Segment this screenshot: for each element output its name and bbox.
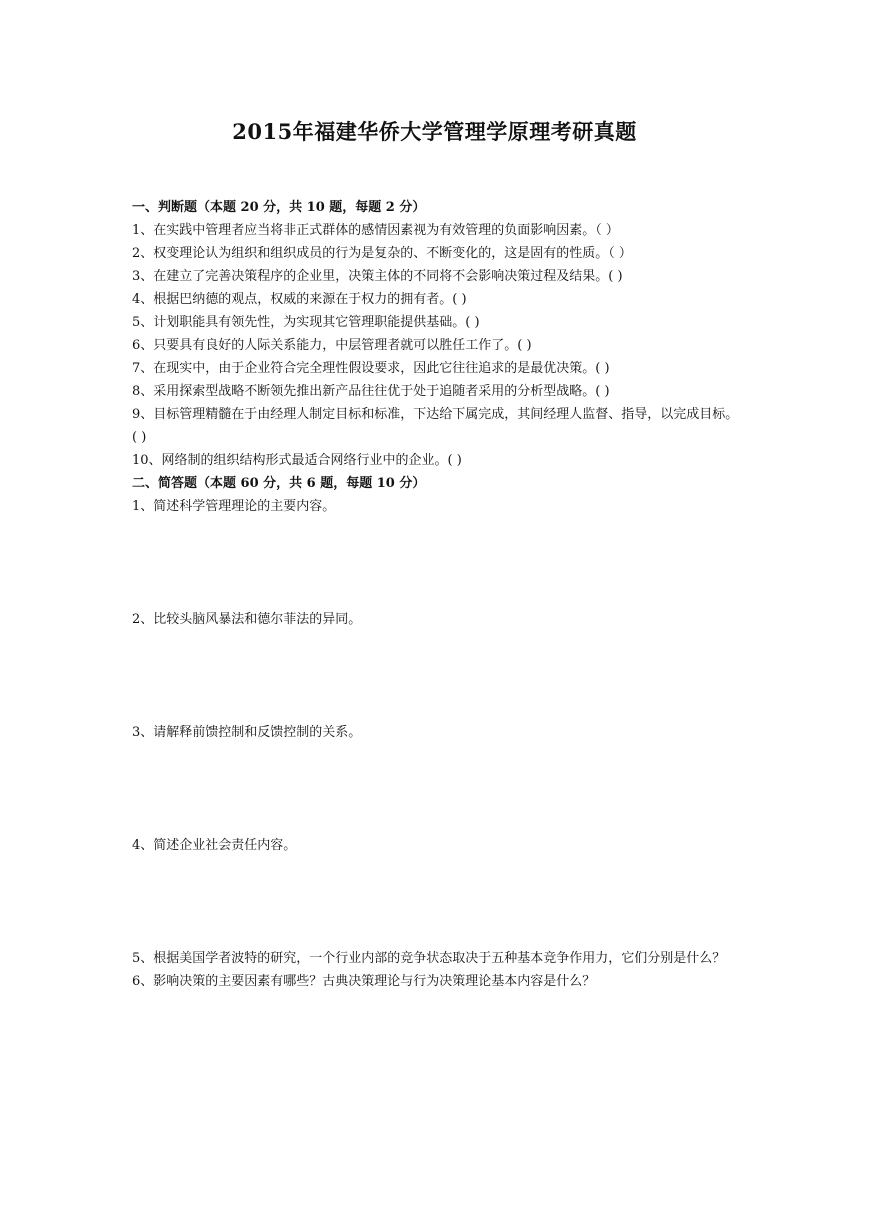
question-1-4: 4、根据巴纳德的观点，权威的来源在于权力的拥有者。( ) xyxy=(132,292,467,307)
question-1-3: 3、在建立了完善决策程序的企业里，决策主体的不同将不会影响决策过程及结果。( ) xyxy=(132,269,623,284)
question-1-2: 2、权变理论认为组织和组织成员的行为是复杂的、不断变化的，这是固有的性质。（ ） xyxy=(132,246,632,261)
question-1-10: 10、网络制的组织结构形式最适合网络行业中的企业。( ) xyxy=(132,453,462,468)
section-heading-short-answer: 二、简答题（本题 60 分，共 6 题，每题 10 分） xyxy=(132,476,426,491)
question-1-6: 6、只要具有良好的人际关系能力，中层管理者就可以胜任工作了。( ) xyxy=(132,338,532,353)
section-heading-true-false: 一、判断题（本题 20 分，共 10 题，每题 2 分） xyxy=(132,200,426,215)
answer-space xyxy=(132,631,742,721)
answer-space xyxy=(132,857,742,947)
answer-space xyxy=(132,744,742,834)
question-1-9: 9、目标管理精髓在于由经理人制定目标和标准，下达给下属完成，其间经理人监督、指导，以完成目标。( ) xyxy=(132,407,739,445)
answer-space xyxy=(132,518,742,608)
question-1-5: 5、计划职能具有领先性，为实现其它管理职能提供基础。( ) xyxy=(132,315,480,330)
question-1-1: 1、在实践中管理者应当将非正式群体的感情因素视为有效管理的负面影响因素。（ ） xyxy=(132,223,619,238)
question-1-7: 7、在现实中，由于企业符合完全理性假设要求，因此它往往追求的是最优决策。( ) xyxy=(132,361,610,376)
document-body xyxy=(132,196,742,993)
question-2-1: 1、简述科学管理理论的主要内容。 xyxy=(132,499,336,514)
question-2-3: 3、请解释前馈控制和反馈控制的关系。 xyxy=(132,725,362,740)
question-2-6: 6、影响决策的主要因素有哪些？古典决策理论与行为决策理论基本内容是什么？ xyxy=(132,974,596,989)
page-title: 2015年福建华侨大学管理学原理考研真题 xyxy=(232,119,637,144)
question-2-5: 5、根据美国学者波特的研究，一个行业内部的竞争状态取决于五种基本竞争作用力，它们分别是什么？ xyxy=(132,951,726,966)
question-2-4: 4、简述企业社会责任内容。 xyxy=(132,838,297,853)
question-1-8: 8、采用探索型战略不断领先推出新产品往往优于处于追随者采用的分析型战略。( ) xyxy=(132,384,610,399)
question-2-2: 2、比较头脑风暴法和德尔菲法的异同。 xyxy=(132,612,362,627)
